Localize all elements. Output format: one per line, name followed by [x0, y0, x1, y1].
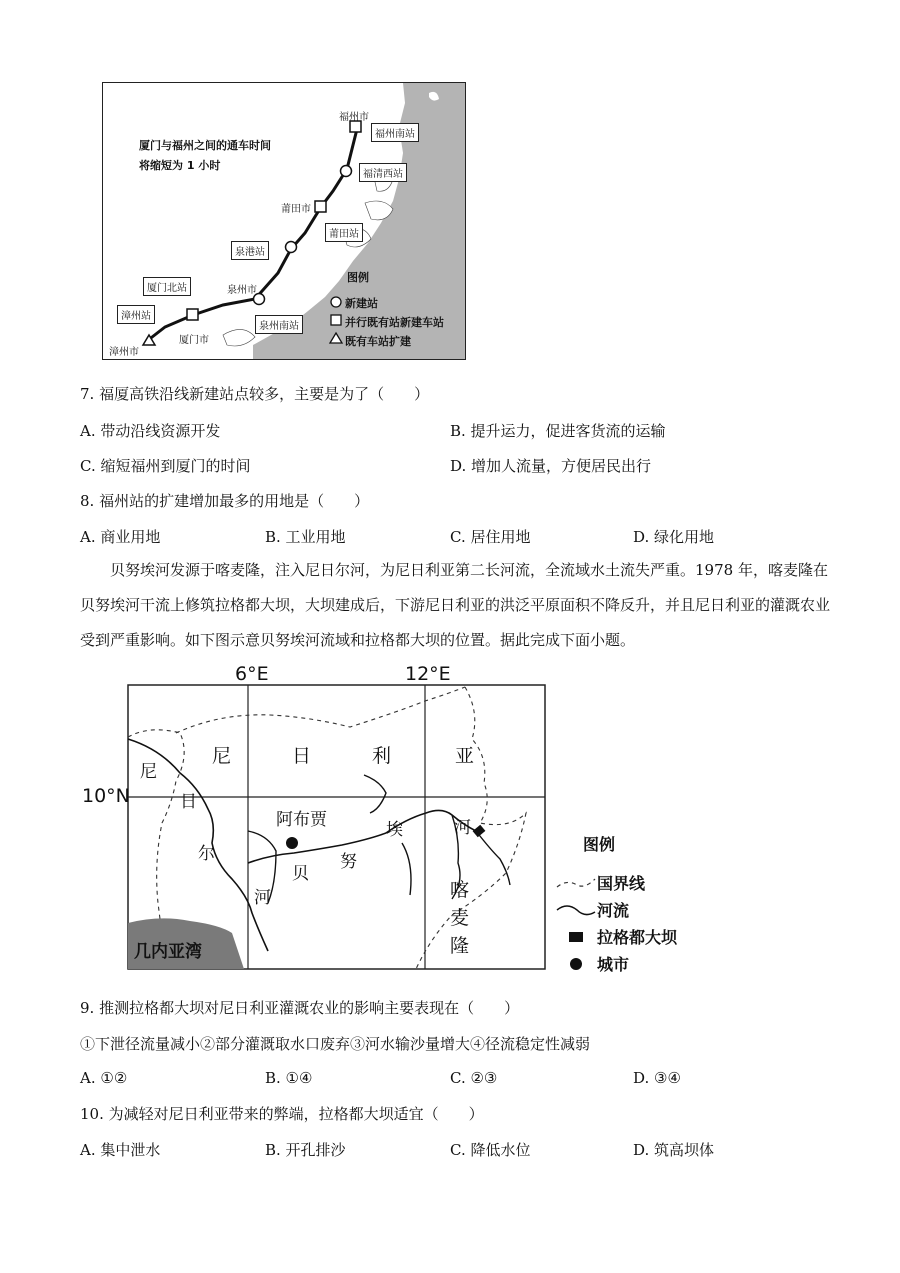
label-xiamen-city: 厦门市 — [179, 335, 209, 346]
label-benue-4: 河 — [454, 818, 471, 838]
label-li: 利 — [372, 745, 392, 767]
legend-dam-row — [555, 923, 677, 950]
legend-river-row — [555, 896, 677, 923]
label-fuqing-west: 福清西站 — [359, 163, 407, 182]
legend-border-row — [555, 869, 677, 896]
map2-legend — [555, 830, 677, 977]
label-abuja: 阿布贾 — [276, 810, 327, 830]
q9-option-b[interactable]: B. ①④ — [265, 1069, 313, 1087]
q9-items: ①下泄径流量减小②部分灌溉取水口废弃③河水输沙量增大④径流稳定性减弱 — [80, 1035, 591, 1053]
q10-option-a[interactable]: A. 集中泄水 — [80, 1141, 161, 1159]
q7-stem: 7. 福厦高铁沿线新建站点较多，主要是为了（ ） — [80, 385, 430, 403]
map1-legend-title: 图例 — [347, 271, 369, 284]
legend-expanded-station: 既有车站扩建 — [345, 335, 411, 348]
label-gulf-of-guinea: 几内亚湾 — [134, 942, 202, 962]
railway-map — [102, 82, 466, 360]
legend-city-label: 城市 — [597, 955, 630, 974]
label-cameroon-3: 隆 — [450, 935, 470, 957]
label-benue-2: 努 — [340, 852, 357, 872]
q10-option-b[interactable]: B. 开孔排沙 — [265, 1141, 346, 1159]
label-putian-city: 莆田市 — [281, 204, 311, 215]
label-xiamen-north: 厦门北站 — [143, 277, 191, 296]
legend-parallel-station: 并行既有站新建车站 — [345, 316, 444, 329]
label-ni: 尼 — [212, 745, 232, 767]
q10-option-c[interactable]: C. 降低水位 — [450, 1141, 531, 1159]
q9-stem: 9. 推测拉格都大坝对尼日利亚灌溉农业的影响主要表现在（ ） — [80, 999, 520, 1017]
benue-map — [80, 663, 560, 983]
map2-legend-title: 图例 — [583, 835, 616, 854]
label-benue-1: 贝 — [292, 864, 309, 884]
label-niger-4: 河 — [254, 888, 271, 908]
q8-option-b[interactable]: B. 工业用地 — [265, 528, 346, 546]
q8-option-c[interactable]: C. 居住用地 — [450, 528, 531, 546]
label-niger-1: 尼 — [140, 762, 157, 782]
map1-note-line1: 厦门与福州之间的通车时间 — [139, 139, 271, 152]
q8-option-d[interactable]: D. 绿化用地 — [633, 528, 715, 546]
label-12e: 12°E — [405, 663, 451, 685]
label-quangang: 泉港站 — [231, 241, 269, 260]
label-benue-3: 埃 — [386, 820, 403, 840]
legend-border-label: 国界线 — [597, 874, 646, 893]
label-10n: 10°N — [82, 785, 130, 807]
q10-option-d[interactable]: D. 筑高坝体 — [633, 1141, 715, 1159]
q7-option-a[interactable]: A. 带动沿线资源开发 — [80, 422, 221, 440]
q9-option-d[interactable]: D. ③④ — [633, 1069, 681, 1087]
label-putian-station: 莆田站 — [325, 223, 363, 242]
label-fuzhou-city: 福州市 — [339, 112, 369, 123]
label-cameroon-1: 喀 — [450, 879, 470, 901]
q9-option-c[interactable]: C. ②③ — [450, 1069, 498, 1087]
q8-option-a[interactable]: A. 商业用地 — [80, 528, 161, 546]
passage: 贝努埃河发源于喀麦隆，注入尼日尔河，为尼日利亚第二长河流，全流域水土流失严重。1978 年，喀麦隆在贝努埃河干流上修筑拉格都大坝，大坝建成后，下游尼日利亚的洪泛平原面积不降反升，并且尼日利亚的灌溉农业受到严重影响。如下图示意贝努埃河流域和拉格都大坝的位置。据此完成下面小题。 — [80, 561, 831, 649]
q7-option-d[interactable]: D. 增加人流量，方便居民出行 — [450, 457, 652, 475]
label-ri: 日 — [292, 745, 312, 767]
label-6e: 6°E — [235, 663, 269, 685]
label-fuzhou-south: 福州南站 — [371, 123, 419, 142]
legend-dam-label: 拉格都大坝 — [597, 928, 678, 947]
legend-city-row — [555, 950, 677, 977]
label-quanzhou-city: 泉州市 — [227, 285, 257, 296]
legend-river-label: 河流 — [597, 901, 630, 920]
map1-note-line2: 将缩短为 1 小时 — [139, 159, 221, 172]
q9-option-a[interactable]: A. ①② — [80, 1069, 128, 1087]
label-niger-3: 尔 — [198, 844, 215, 864]
q10-stem: 10. 为减轻对尼日利亚带来的弊端，拉格都大坝适宜（ ） — [80, 1105, 484, 1123]
label-zhangzhou-city: 漳州市 — [109, 347, 139, 358]
label-niger-2: 日 — [180, 792, 197, 812]
label-zhangzhou-station: 漳州站 — [117, 305, 155, 324]
legend-new-station: 新建站 — [345, 297, 378, 310]
label-quanzhou-south: 泉州南站 — [255, 315, 303, 334]
q7-option-c[interactable]: C. 缩短福州到厦门的时间 — [80, 457, 251, 475]
q8-stem: 8. 福州站的扩建增加最多的用地是（ ） — [80, 492, 370, 510]
label-ya: 亚 — [455, 745, 475, 767]
q7-option-b[interactable]: B. 提升运力，促进客货流的运输 — [450, 422, 666, 440]
label-cameroon-2: 麦 — [450, 907, 470, 929]
